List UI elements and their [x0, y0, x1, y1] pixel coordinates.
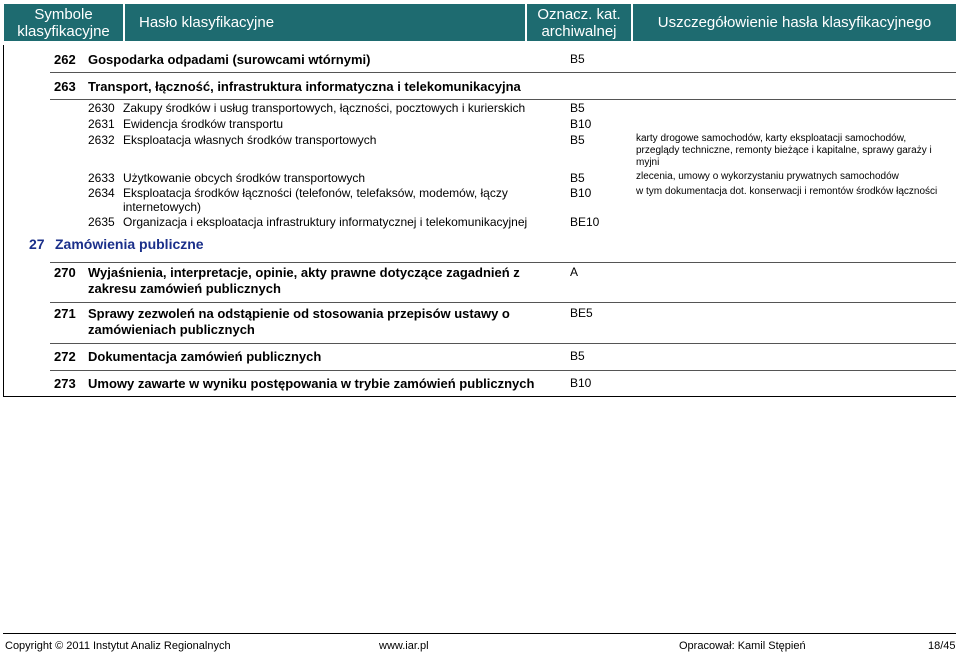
row-2633-title: Użytkowanie obcych środków transportowych — [123, 171, 366, 185]
row-272-category: B5 — [570, 349, 585, 363]
row-divider — [50, 99, 956, 100]
row-2633-code: 2633 — [88, 171, 115, 185]
row-262-title: Gospodarka odpadami (surowcami wtórnymi) — [88, 52, 371, 67]
row-2630-title: Zakupy środków i usług transportowych, łączności, pocztowych i kurierskich — [123, 101, 526, 115]
row-2630-code: 2630 — [88, 101, 115, 115]
header-col-details — [633, 4, 956, 41]
section-27-title: Zamówienia publiczne — [55, 236, 204, 252]
header-col-category-line2: archiwalnej — [541, 22, 617, 40]
footer-copyright: Copyright © 2011 Instytut Analiz Regionalnych — [5, 640, 231, 652]
row-2631-code: 2631 — [88, 117, 115, 131]
row-2631-title: Ewidencja środków transportu — [123, 117, 284, 131]
row-2634-title-line1: Eksploatacja środków łączności (telefonów, telefaksów, modemów, łączy — [123, 186, 508, 200]
row-271-title-line1: Sprawy zezwoleń na odstąpienie od stosowania przepisów ustawy o — [88, 306, 510, 321]
row-273-code: 273 — [54, 376, 76, 391]
row-271-title-line2: zamówieniach publicznych — [88, 322, 255, 337]
row-272-title: Dokumentacja zamówień publicznych — [88, 349, 322, 364]
row-270-code: 270 — [54, 265, 76, 280]
row-2634-code: 2634 — [88, 186, 115, 200]
section-27-code: 27 — [29, 236, 45, 252]
header-col-category-line1: Oznacz. kat. — [537, 5, 621, 23]
row-2632-title: Eksploatacja własnych środków transportowych — [123, 133, 377, 147]
row-262-category: B5 — [570, 52, 585, 66]
row-263-code: 263 — [54, 79, 76, 94]
header-col-details-label: Uszczegółowienie hasła klasyfikacyjnego — [657, 14, 932, 31]
row-272-code: 272 — [54, 349, 76, 364]
row-2634-title-line2: internetowych) — [123, 200, 202, 214]
row-271-category: BE5 — [570, 306, 593, 320]
row-2632-code: 2632 — [88, 133, 115, 147]
row-2632-note-line2: przeglądy techniczne, remonty bieżące i kapitalne, sprawy garaży i — [636, 145, 932, 156]
header-col-symbols — [4, 4, 123, 41]
row-271-code: 271 — [54, 306, 76, 321]
row-divider — [50, 262, 956, 263]
header-col-category — [527, 4, 631, 41]
footer-author: Opracował: Kamil Stępień — [679, 640, 806, 652]
row-2632-note-line3: myjni — [636, 157, 660, 168]
row-divider — [50, 302, 956, 303]
row-2630-category: B5 — [570, 101, 585, 115]
row-2632-category: B5 — [570, 133, 585, 147]
row-2631-category: B10 — [570, 117, 592, 131]
row-273-category: B10 — [570, 376, 592, 390]
row-273-title: Umowy zawarte w wyniku postępowania w trybie zamówień publicznych — [88, 376, 535, 391]
row-2635-code: 2635 — [88, 215, 115, 229]
row-divider — [50, 343, 956, 344]
header-col-symbols-line1: Symbole — [34, 5, 93, 23]
row-270-category: A — [570, 265, 579, 279]
header-col-title-label: Hasło klasyfikacyjne — [139, 14, 275, 31]
row-2633-category: B5 — [570, 171, 585, 185]
footer-website: www.iar.pl — [379, 640, 429, 652]
row-2634-category: B10 — [570, 186, 592, 200]
row-2635-category: BE10 — [570, 215, 600, 229]
row-2634-note: w tym dokumentacja dot. konserwacji i remontów środków łączności — [636, 186, 938, 197]
row-2632-note-line1: karty drogowe samochodów, karty eksploatacji samochodów, — [636, 133, 907, 144]
row-2633-note: zlecenia, umowy o wykorzystaniu prywatnych samochodów — [636, 171, 899, 182]
row-270-title-line2: zakresu zamówień publicznych — [88, 281, 281, 296]
row-divider — [50, 370, 956, 371]
page-footer — [3, 633, 956, 654]
header-col-title — [125, 4, 525, 41]
header-col-symbols-line2: klasyfikacyjne — [17, 22, 110, 40]
footer-page-number: 18/45 — [928, 640, 956, 652]
row-270-title-line1: Wyjaśnienia, interpretacje, opinie, akty prawne dotyczące zagadnień z — [88, 265, 520, 280]
row-divider — [50, 72, 956, 73]
row-262-code: 262 — [54, 52, 76, 67]
row-2635-title: Organizacja i eksploatacja infrastruktury informatycznej i telekomunikacyjnej — [123, 215, 528, 229]
row-263-title: Transport, łączność, infrastruktura informatyczna i telekomunikacyjna — [88, 79, 521, 94]
